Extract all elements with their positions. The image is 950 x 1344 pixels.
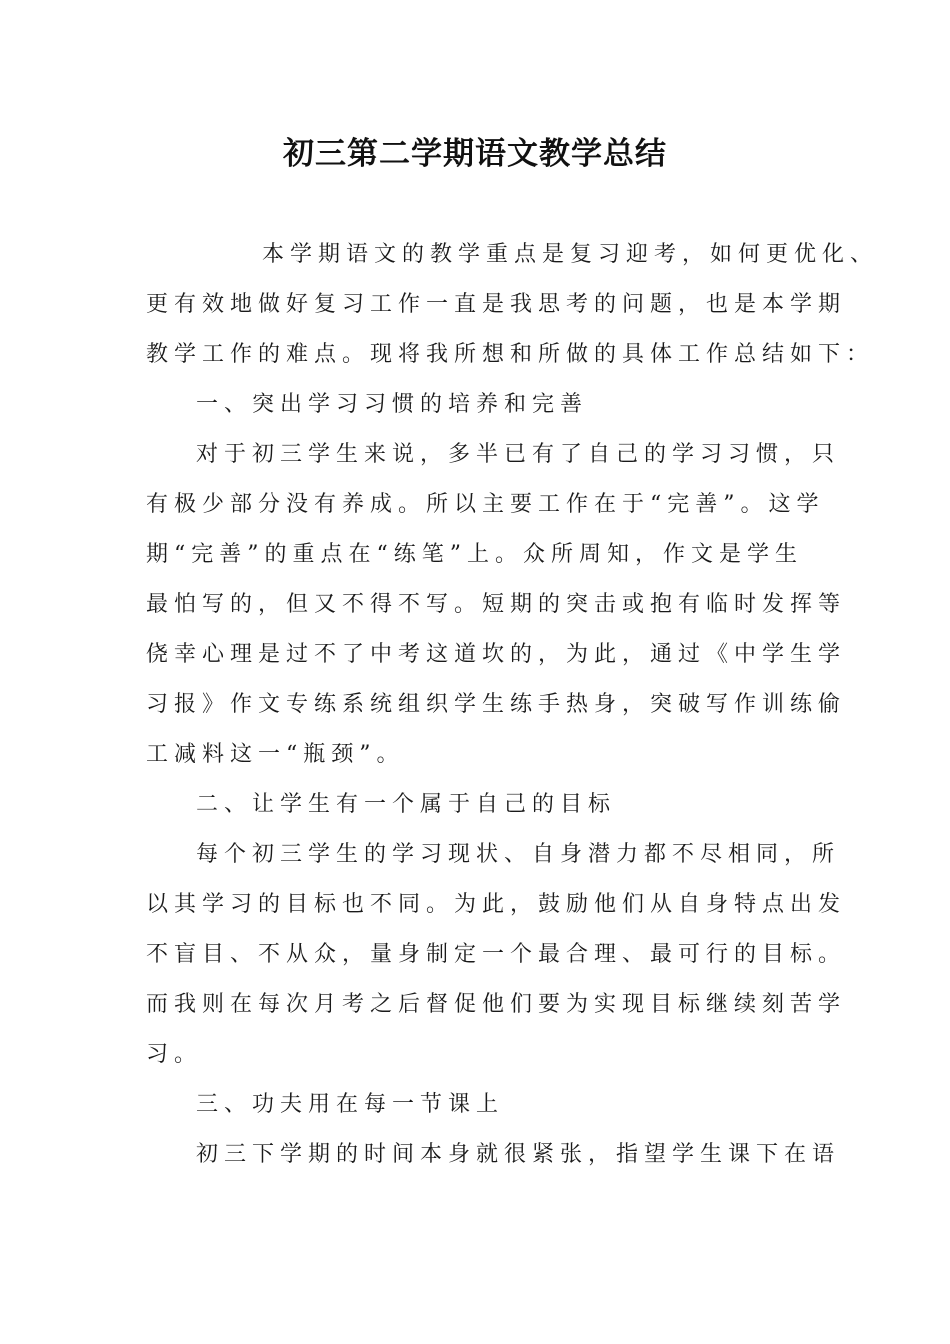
paragraph-line: 每个初三学生的学习现状、自身潜力都不尽相同，所 — [196, 842, 841, 867]
paragraph-line: 更有效地做好复习工作一直是我思考的问题，也是本学期 — [146, 292, 847, 317]
paragraph-line: 不盲目、不从众，量身制定一个最合理、最可行的目标。 — [146, 942, 847, 967]
paragraph-line: 教学工作的难点。现将我所想和所做的具体工作总结如下： — [146, 342, 875, 367]
section-heading: 一、突出学习习惯的培养和完善 — [196, 392, 589, 417]
document-title: 初三第二学期语文教学总结 — [283, 136, 667, 172]
paragraph-line: 侥幸心理是过不了中考这道坎的，为此，通过《中学生学 — [146, 642, 847, 667]
paragraph-line: 习报》作文专练系统组织学生练手热身，突破写作训练偷 — [146, 692, 847, 717]
paragraph-line: 有极少部分没有养成。所以主要工作在于“完善”。这学 — [146, 492, 825, 517]
paragraph-line: 工减料这一“瓶颈”。 — [146, 742, 405, 767]
section-heading: 二、让学生有一个属于自己的目标 — [196, 792, 617, 817]
paragraph-line: 初三下学期的时间本身就很紧张，指望学生课下在语 — [196, 1142, 841, 1167]
paragraph-line: 以其学习的目标也不同。为此，鼓励他们从自身特点出发 — [146, 892, 847, 917]
paragraph-line: 而我则在每次月考之后督促他们要为实现目标继续刻苦学 — [146, 992, 847, 1017]
paragraph-line: 习。 — [146, 1042, 203, 1067]
section-heading: 三、功夫用在每一节课上 — [196, 1092, 505, 1117]
paragraph-line: 期“完善”的重点在“练笔”上。众所周知，作文是学生 — [146, 542, 803, 567]
paragraph-line: 对于初三学生来说，多半已有了自己的学习习惯，只 — [196, 442, 841, 467]
paragraph-line: 最怕写的，但又不得不写。短期的突击或抱有临时发挥等 — [146, 592, 847, 617]
paragraph-line: 本学期语文的教学重点是复习迎考，如何更优化、 — [262, 242, 879, 267]
